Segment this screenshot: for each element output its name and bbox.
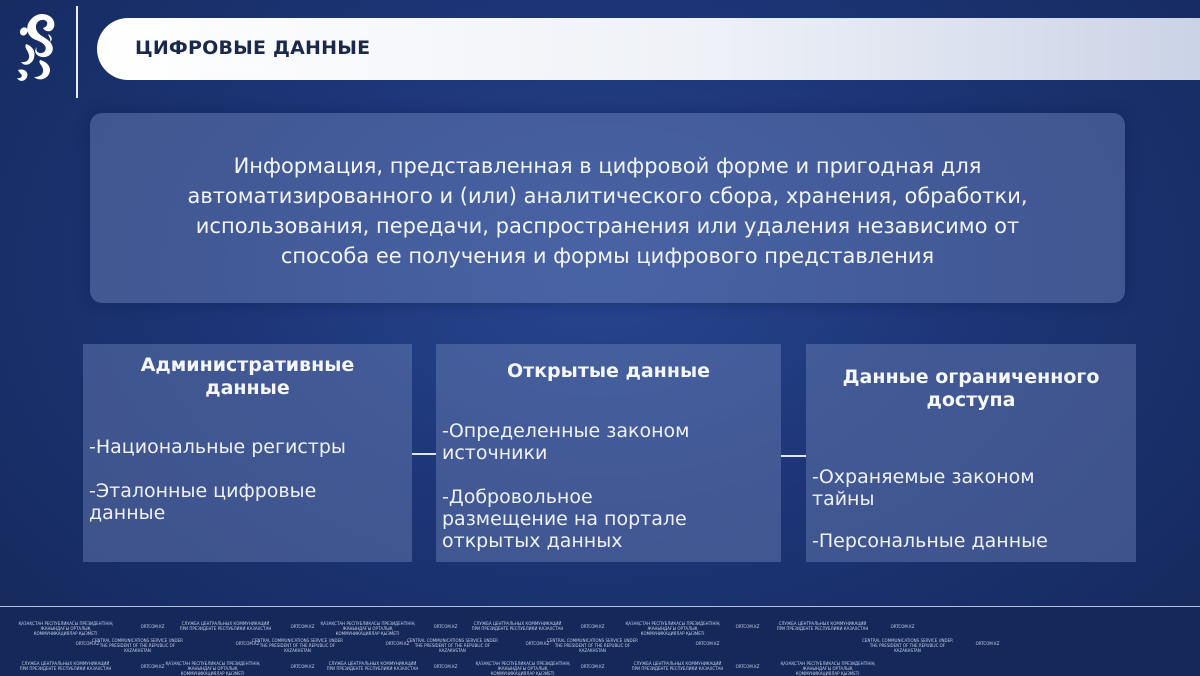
definition-box	[90, 113, 1125, 303]
footer-text: СЛУЖБА ЦЕНТРАЛЬНЫХ КОММУНИКАЦИЙ ПРИ ПРЕЗИДЕНТЕ РЕСПУБЛИКИ КАЗАХСТАН	[631, 661, 724, 671]
card-list-item	[812, 466, 1035, 510]
card-item-line: тайны	[812, 488, 875, 510]
footer-text: ҚАЗАҚСТАН РЕСПУБЛИКАСЫ ПРЕЗИДЕНТІНІҢ ЖАНЫНДАҒЫ ОРТАЛЫҚ КОММУНИКАЦИЯЛАР ҚЫЗМЕТІ	[165, 661, 260, 676]
footer-text: СЛУЖБА ЦЕНТРАЛЬНЫХ КОММУНИКАЦИЙ ПРИ ПРЕЗИДЕНТЕ РЕСПУБЛИКИ КАЗАХСТАН	[471, 621, 564, 631]
card-title-line: данные	[205, 377, 290, 399]
footer-text: СЛУЖБА ЦЕНТРАЛЬНЫХ КОММУНИКАЦИЙ ПРИ ПРЕЗИДЕНТЕ РЕСПУБЛИКИ КАЗАХСТАН	[19, 661, 112, 671]
card-title	[806, 366, 1136, 412]
card-list-item	[442, 420, 689, 464]
card-list-item	[812, 530, 1048, 552]
footer-text: CENTRAL COMMUNICATIONS SERVICE UNDER THE PRESIDENT OF THE REPUBLIC OF KAZAKHSTAN	[547, 638, 638, 653]
footer-text: ORTCOM.KZ	[290, 664, 315, 669]
card-item-line: открытых данных	[442, 530, 623, 552]
card-open-data	[436, 344, 781, 562]
card-title-line: доступа	[926, 389, 1016, 411]
definition-line: Информация, представленная в цифровой форме и пригодная для	[233, 154, 982, 178]
card-item-line: -Добровольное	[442, 486, 593, 508]
card-restricted-data	[806, 344, 1136, 562]
footer-text: CENTRAL COMMUNICATIONS SERVICE UNDER THE PRESIDENT OF THE REPUBLIC OF KAZAKHSTAN	[862, 638, 953, 653]
card-item-line: источники	[442, 442, 548, 464]
footer-text: ORTCOM.KZ	[890, 624, 915, 629]
card-title	[83, 354, 412, 400]
footer-text: ORTCOM.KZ	[695, 641, 720, 646]
footer-text: ORTCOM.KZ	[235, 641, 260, 646]
card-item-line: -Определенные законом	[442, 420, 690, 442]
footer-text: CENTRAL COMMUNICATIONS SERVICE UNDER THE PRESIDENT OF THE REPUBLIC OF KAZAKHSTAN	[92, 638, 183, 653]
footer-text: ORTCOM.KZ	[975, 641, 1000, 646]
footer-text: ORTCOM.KZ	[525, 641, 550, 646]
card-title-line: Открытые данные	[506, 360, 711, 382]
card-item-line: данные	[89, 502, 166, 524]
footer-text: CENTRAL COMMUNICATIONS SERVICE UNDER THE PRESIDENT OF THE REPUBLIC OF KAZAKHSTAN	[252, 638, 343, 653]
card-list-item	[89, 480, 316, 524]
footer-text: ҚАЗАҚСТАН РЕСПУБЛИКАСЫ ПРЕЗИДЕНТІНІҢ ЖАНЫНДАҒЫ ОРТАЛЫҚ КОММУНИКАЦИЯЛАР ҚЫЗМЕТІ	[475, 661, 570, 676]
footer-text: ORTCOM.KZ	[580, 624, 605, 629]
emblem-logo-icon	[12, 10, 60, 86]
definition-line: автоматизированного и (или) аналитического сбора, хранения, обработки,	[187, 184, 1028, 208]
footer-text: ORTCOM.KZ	[580, 664, 605, 669]
footer-text: ORTCOM.KZ	[140, 624, 165, 629]
footer-text: ORTCOM.KZ	[433, 664, 458, 669]
card-item-line: -Персональные данные	[812, 530, 1048, 552]
footer-text: ORTCOM.KZ	[385, 641, 410, 646]
connector-line	[781, 455, 806, 457]
definition-text	[130, 151, 1085, 271]
card-administrative-data	[83, 344, 412, 562]
footer-watermark-strip	[0, 606, 1200, 676]
page-title: ЦИФРОВЫЕ ДАННЫЕ	[135, 37, 371, 59]
card-item-line: -Национальные регистры	[89, 436, 346, 458]
footer-text: CENTRAL COMMUNICATIONS SERVICE UNDER THE PRESIDENT OF THE REPUBLIC OF KAZAKHSTAN	[407, 638, 498, 653]
card-list-item	[89, 436, 346, 458]
footer-text: СЛУЖБА ЦЕНТРАЛЬНЫХ КОММУНИКАЦИЙ ПРИ ПРЕЗИДЕНТЕ РЕСПУБЛИКИ КАЗАХСТАН	[776, 621, 869, 631]
title-bar	[97, 18, 1200, 80]
card-title-line: Административные	[140, 354, 355, 376]
card-title-line: Данные ограниченного	[842, 366, 1100, 388]
footer-text: ORTCOM.KZ	[433, 624, 458, 629]
card-item-line: -Охраняемые законом	[812, 466, 1035, 488]
footer-text: ҚАЗАҚСТАН РЕСПУБЛИКАСЫ ПРЕЗИДЕНТІНІҢ ЖАНЫНДАҒЫ ОРТАЛЫҚ КОММУНИКАЦИЯЛАР ҚЫЗМЕТІ	[780, 661, 875, 676]
card-item-line: -Эталонные цифровые	[89, 480, 317, 502]
footer-text: СЛУЖБА ЦЕНТРАЛЬНЫХ КОММУНИКАЦИЙ ПРИ ПРЕЗИДЕНТЕ РЕСПУБЛИКИ КАЗАХСТАН	[179, 621, 272, 631]
footer-text: ҚАЗАҚСТАН РЕСПУБЛИКАСЫ ПРЕЗИДЕНТІНІҢ ЖАНЫНДАҒЫ ОРТАЛЫҚ КОММУНИКАЦИЯЛАР ҚЫЗМЕТІ	[320, 621, 415, 636]
footer-text: ҚАЗАҚСТАН РЕСПУБЛИКАСЫ ПРЕЗИДЕНТІНІҢ ЖАНЫНДАҒЫ ОРТАЛЫҚ КОММУНИКАЦИЯЛАР ҚЫЗМЕТІ	[625, 621, 720, 636]
logo-divider	[76, 6, 78, 98]
footer-text: ORTCOM.KZ	[140, 664, 165, 669]
footer-text: ҚАЗАҚСТАН РЕСПУБЛИКАСЫ ПРЕЗИДЕНТІНІҢ ЖАНЫНДАҒЫ ОРТАЛЫҚ КОММУНИКАЦИЯЛАР ҚЫЗМЕТІ	[18, 621, 113, 636]
footer-text: ORTCOM.KZ	[290, 624, 315, 629]
card-title	[436, 360, 781, 383]
footer-text: ORTCOM.KZ	[75, 641, 100, 646]
card-item-line: размещение на портале	[442, 508, 687, 530]
footer-text: ORTCOM.KZ	[735, 624, 760, 629]
connector-line	[412, 453, 436, 455]
footer-text: ORTCOM.KZ	[735, 664, 760, 669]
footer-text: СЛУЖБА ЦЕНТРАЛЬНЫХ КОММУНИКАЦИЙ ПРИ ПРЕЗИДЕНТЕ РЕСПУБЛИКИ КАЗАХСТАН	[326, 661, 419, 671]
definition-line: способа ее получения и формы цифрового представления	[280, 244, 935, 268]
definition-line: использования, передачи, распространения или удаления независимо от	[195, 214, 1020, 238]
card-list-item	[442, 486, 687, 552]
